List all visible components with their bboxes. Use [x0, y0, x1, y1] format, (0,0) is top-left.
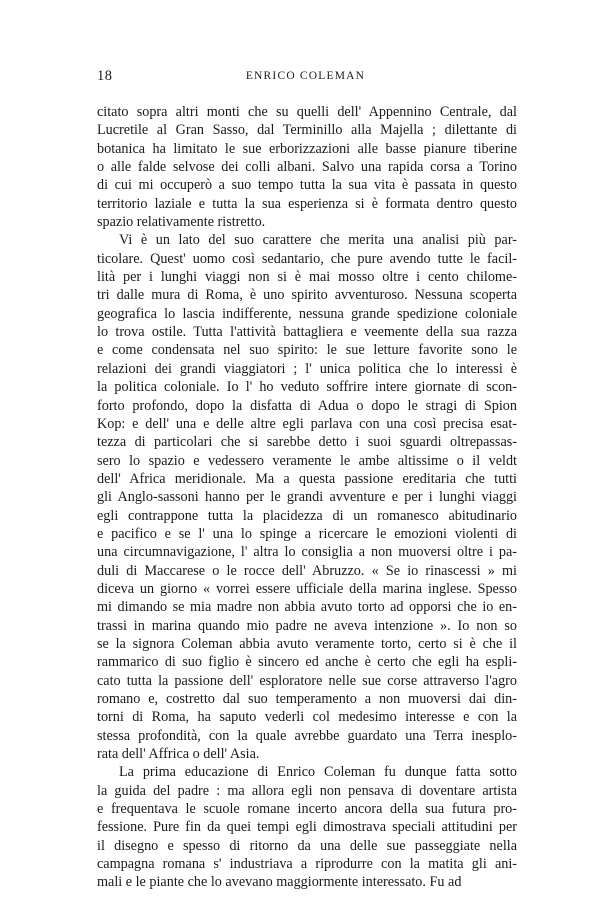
text-line: se la signora Coleman abbia avuto veramente torto, certo si è che il [97, 635, 517, 652]
page-number: 18 [97, 68, 113, 84]
text-line: e pacifico e se l' una lo spinge a ricercare le emozioni violenti di [97, 525, 517, 542]
text-line: fessione. Pure fin da quei tempi egli dimostrava speciali attitudini per [97, 819, 517, 836]
text-line: dell' Africa meridionale. Ma a questa passione ereditaria che tutti [97, 470, 517, 487]
text-line: una circumnavigazione, l' altra lo consiglia a non muoversi oltre i pa- [97, 544, 517, 561]
text-line: lità per i lunghi viaggi non si è mai mosso oltre i cento chilome- [97, 269, 517, 286]
text-line: egli contrappone tutta la placidezza di un romanesco abitudinario [97, 507, 517, 524]
text-line: La prima educazione di Enrico Coleman fu dunque fatta sotto [119, 764, 517, 781]
text-line: lo trova ostile. Tutta l'attività battagliera e veemente della sua razza [97, 324, 517, 341]
text-line: Kop: e dell' una e delle altre egli parlava con una così precisa esat- [97, 415, 517, 432]
text-line: geografica lo lascia indifferente, nessuna grande spedizione coloniale [97, 305, 517, 322]
text-line: campagna romana s' industriava a riprodurre con la matita gli ani- [97, 856, 517, 873]
text-line: romano e, costretto dal suo temperamento a non muoversi dai din- [97, 691, 517, 707]
text-line: rammarico di suo figlio è sincero ed anche è certo che egli ha espli- [97, 654, 517, 671]
text-line: cato tutta la passione dell' esploratore nelle sue corse attraverso l'agro [97, 672, 517, 689]
text-line: citato sopra altri monti che su quelli dell' Appennino Centrale, dal [97, 104, 517, 120]
text-line: stessa profondità, con la quale avrebbe guardato una Terra inesplo- [97, 727, 517, 744]
body-text [97, 103, 517, 892]
text-line: di cui mi occuperò a suo tempo tutta la sua vita è passata in questo [97, 177, 517, 194]
text-line: ticolare. Quest' uomo così sedantario, che pure avendo tutte le facil- [97, 250, 517, 267]
running-head: ENRICO COLEMAN [245, 70, 366, 82]
page-header [0, 68, 611, 88]
text-line: mi dimando se mia madre non abbia avuto torto ad opporsi che io en- [97, 599, 517, 616]
text-line: tezza di particolari che si sarebbe detto i suoi sguardi oltrepassas- [97, 434, 517, 451]
text-line: mali e le piante che lo avevano maggiormente interessato. Fu ad [97, 874, 462, 891]
text-line: tri dalle mura di Roma, è uno spirito avventuroso. Nessuna scoperta [97, 287, 517, 304]
paragraph-2 [97, 231, 517, 763]
text-line: spazio relativamente ristretto. [97, 214, 266, 231]
text-line: Lucretile al Gran Sasso, dal Terminillo alla Majella ; dilettante di [97, 122, 517, 139]
text-line: torni di Roma, ha saputo vederli col medesimo interesse e con la [97, 709, 517, 726]
text-line: territorio laziale e tutta la sua esperienza si è formata dentro questo [97, 195, 517, 212]
text-line: relazioni dei grandi viaggiatori ; l' unica politica che lo interessi è [97, 360, 517, 377]
paragraph-1 [97, 103, 517, 231]
text-line: e come condensata nel suo spirito: le sue letture favorite sono le [97, 342, 517, 359]
text-line: Vi è un lato del suo carattere che merita una analisi più par- [119, 232, 517, 249]
text-line: gli Anglo-sassoni hanno per le grandi avventure e per i lunghi viaggi [97, 489, 517, 506]
text-line: e frequentava le scuole romane incerto ancora della sua futura pro- [97, 801, 517, 818]
text-line: la politica coloniale. Io l' ho veduto soffrire intere giornate di scon- [97, 379, 517, 396]
text-line: forto profondo, dopo la disfatta di Adua o dopo le stragi di Spion [97, 397, 517, 414]
text-line: botanica ha limitato le sue erborizzazioni alle basse pianure tiberine [97, 140, 517, 157]
text-line: diceva un giorno « vorrei essere ufficiale della marina inglese. Spesso [97, 580, 517, 597]
text-line: o alle falde selvose dei colli albani. Salvo una rapida corsa a Torino [97, 159, 517, 176]
text-line: la guida del padre : ma allora egli non pensava di doventare artista [97, 782, 517, 799]
text-line: sero lo spazio e vedessero veramente le ambe altissime o il veldt [97, 452, 517, 469]
paragraph-3 [97, 763, 517, 891]
text-line: trassi in marina quando mio padre ne aveva intenzione ». Io non so [97, 617, 517, 634]
text-line: il disegno e spesso di ritorno da una delle sue passeggiate nella [97, 837, 517, 854]
text-line: rata dell' Affrica o dell' Asia. [97, 746, 260, 763]
text-line: duli di Maccarese o le rocce dell' Abruzzo. « Se io rinascessi » mi [97, 562, 517, 579]
